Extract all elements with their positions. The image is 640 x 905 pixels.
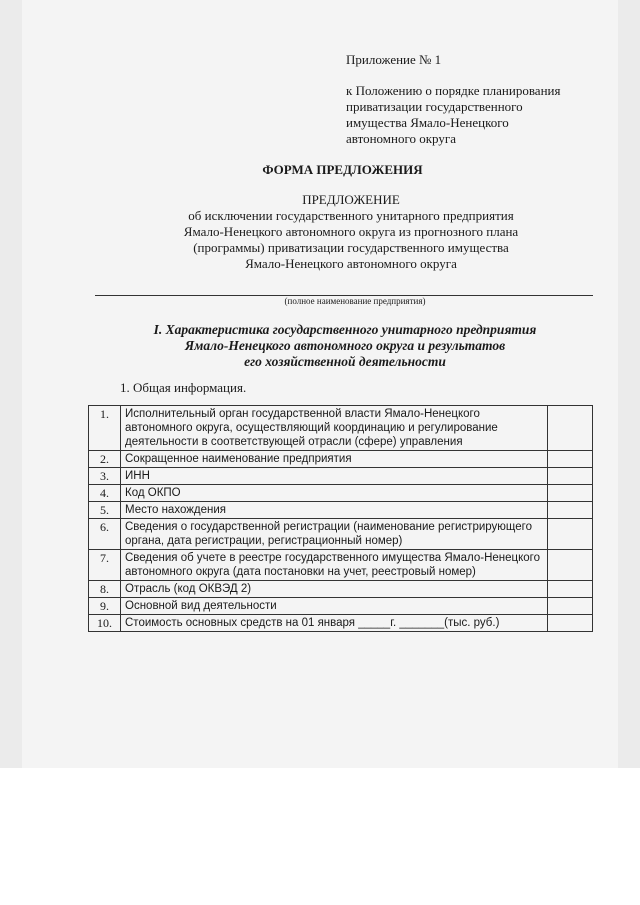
- table-row: [89, 615, 593, 632]
- proposal-line: Ямало-Ненецкого автономного округа из прогнозного плана: [183, 224, 519, 239]
- row-number: 5.: [89, 502, 121, 519]
- row-value-cell[interactable]: [548, 615, 593, 632]
- proposal-line: Ямало-Ненецкого автономного округа: [245, 256, 457, 271]
- proposal-line: об исключении государственного унитарного предприятия: [188, 208, 514, 223]
- table-row: [89, 485, 593, 502]
- section-heading-line: I. Характеристика государственного унитарного предприятия: [153, 322, 537, 337]
- row-label: Сведения о государственной регистрации (наименование регистрирующего органа, дата регистрации, регистрационный номер): [121, 519, 548, 550]
- appendix-line: приватизации государственного: [346, 99, 523, 114]
- section-heading-line: Ямало-Ненецкого автономного округа и результатов: [184, 338, 506, 353]
- row-label: Сокращенное наименование предприятия: [121, 451, 548, 468]
- table-row: [89, 550, 593, 581]
- section-heading-line: его хозяйственной деятельности: [244, 354, 446, 369]
- row-number: 8.: [89, 581, 121, 598]
- row-label: Стоимость основных средств на 01 января _____г. _______(тыс. руб.): [121, 615, 548, 632]
- proposal-block: [0, 192, 640, 272]
- table-row: [89, 519, 593, 550]
- row-label: Сведения об учете в реестре государственного имущества Ямало-Ненецкого автономного округа (дата постановки на учет, реестровый номер): [121, 550, 548, 581]
- row-label: Место нахождения: [121, 502, 548, 519]
- row-label: ИНН: [121, 468, 548, 485]
- row-number: 2.: [89, 451, 121, 468]
- enterprise-name-caption: (полное наименование предприятия): [284, 296, 426, 306]
- row-value-cell[interactable]: [548, 550, 593, 581]
- row-value-cell[interactable]: [548, 406, 593, 451]
- row-value-cell[interactable]: [548, 581, 593, 598]
- general-info-heading: 1. Общая информация.: [120, 380, 247, 395]
- table-row: [89, 581, 593, 598]
- row-value-cell[interactable]: [548, 519, 593, 550]
- row-label: Отрасль (код ОКВЭД 2): [121, 581, 548, 598]
- row-number: 3.: [89, 468, 121, 485]
- appendix-line: автономного округа: [346, 131, 456, 146]
- row-value-cell[interactable]: [548, 485, 593, 502]
- table-row: [89, 502, 593, 519]
- form-title: ФОРМА ПРЕДЛОЖЕНИЯ: [262, 162, 423, 177]
- row-label: Исполнительный орган государственной власти Ямало-Ненецкого автономного округа, осуществляющий координацию и регулирование деятельности в соответствующей отрасли (сфере) управления: [121, 406, 548, 451]
- row-number: 7.: [89, 550, 121, 581]
- row-value-cell[interactable]: [548, 468, 593, 485]
- row-value-cell[interactable]: [548, 598, 593, 615]
- appendix-line: к Положению о порядке планирования: [346, 83, 561, 98]
- section-heading: [0, 322, 640, 370]
- row-number: 1.: [89, 406, 121, 451]
- row-number: 10.: [89, 615, 121, 632]
- row-label: Основной вид деятельности: [121, 598, 548, 615]
- appendix-header: [346, 52, 616, 147]
- row-number: 9.: [89, 598, 121, 615]
- table-row: [89, 598, 593, 615]
- row-value-cell[interactable]: [548, 502, 593, 519]
- table-row: [89, 468, 593, 485]
- row-label: Код ОКПО: [121, 485, 548, 502]
- appendix-line: имущества Ямало-Ненецкого: [346, 115, 509, 130]
- proposal-title: ПРЕДЛОЖЕНИЕ: [302, 192, 400, 207]
- general-info-table: [88, 405, 593, 632]
- appendix-title: Приложение № 1: [346, 52, 442, 67]
- proposal-line: (программы) приватизации государственного имущества: [193, 240, 509, 255]
- table-row: [89, 406, 593, 451]
- row-number: 4.: [89, 485, 121, 502]
- table-row: [89, 451, 593, 468]
- row-number: 6.: [89, 519, 121, 550]
- row-value-cell[interactable]: [548, 451, 593, 468]
